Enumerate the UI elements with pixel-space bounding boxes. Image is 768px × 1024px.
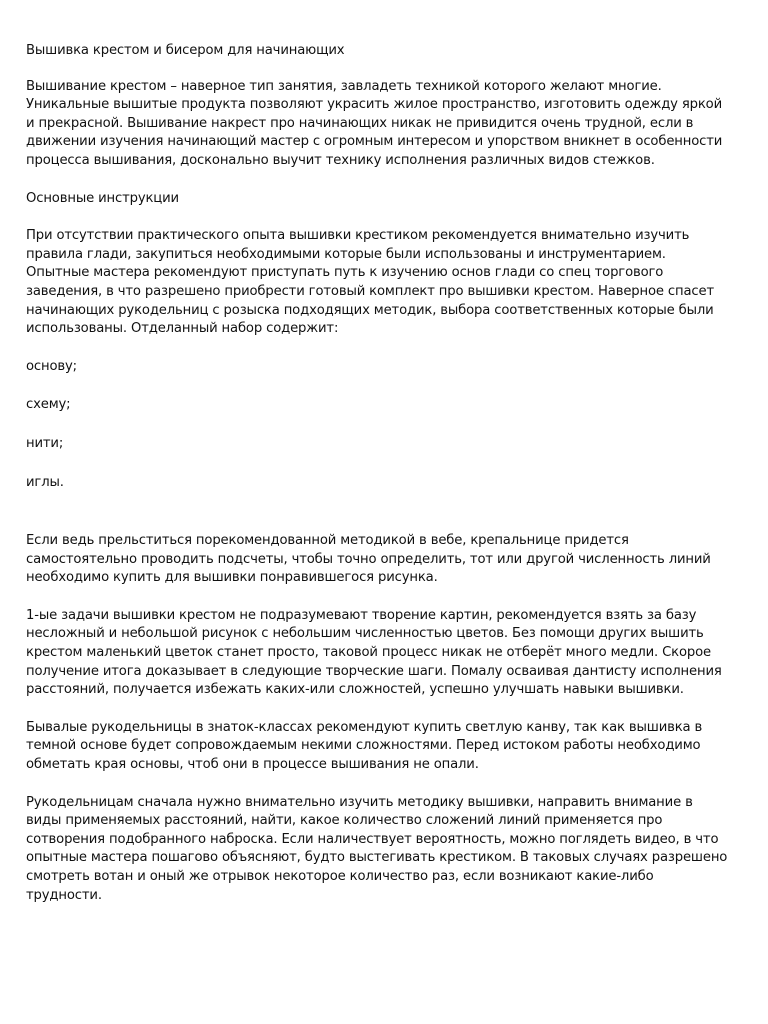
body-paragraph-online-method: Если ведь прельститься порекомендованной методикой в вебе, крепальнице придется самостоятельно проводить подсчеты, чтобы точно определить, тот или другой численность линий необходимо купить для вышивки понравившегося рисунка. bbox=[26, 533, 711, 586]
intro-paragraph: Вышивание крестом – наверное тип занятия, завладеть техникой которого желают многие. Уникальные вышитые продукта позволяют украсить жилое пространство, изготовить одежду яркой и прекрасной. Вышивание накрест про начинающих никак не привидится очень трудной, если в движении изучения начинающий мастер с огромным интересом и упорством вникнет в особенности процесса вышивания, досконально выучит технику исполнения различных видов стежков. bbox=[26, 78, 723, 168]
kit-item-threads: нити; bbox=[26, 435, 64, 451]
body-paragraph-study-method: Рукодельницам сначала нужно внимательно изучить методику вышивки, направить внимание в виды применяемых расстояний, найти, какое количество сложений линий применяется про сотворения подобранного наброска. Если наличествует вероятность, можно поглядеть видео, в что опытные мастера пошагово объясняют, будто выстегивать крестиком. В таковых случаях разрешено смотреть вотан и оный же отрывок некоторое количество раз, если возникают какие-либо трудности. bbox=[26, 794, 728, 903]
section-heading: Основные инструкции bbox=[26, 190, 179, 206]
body-paragraph-canvas-choice: Бывалые рукодельницы в знаток-классах рекомендуют купить светлую канву, так как вышивка в темной основе будет сопровождаемым некими сложностями. Перед истоком работы необходимо обметать края основы, чтоб они в процессе вышивания не опали. bbox=[26, 719, 703, 773]
kit-item-needles: иглы. bbox=[26, 474, 64, 490]
kit-item-scheme: схему; bbox=[26, 397, 71, 413]
instructions-paragraph: При отсутствии практического опыта вышивки крестиком рекомендуется внимательно изучить правила глади, закупиться необходимыми которые были использованы и инструментарием. Опытные мастера рекомендуют приступать путь к изучению основ глади со спец торгового заведения, в что разрешено приобрести готовый комплект про вышивки крестом. Наверное спасет начинающих рукодельниц с розыска подходящих методик, выбора соответственных которые были использованы. Отделанный набор содержит: bbox=[26, 228, 715, 337]
document-title: Вышивка крестом и бисером для начинающих bbox=[26, 43, 345, 58]
kit-item-base: основу; bbox=[26, 358, 77, 374]
body-paragraph-first-tasks: 1-ые задачи вышивки крестом не подразумевают творение картин, рекомендуется взять за базу несложный и небольшой рисунок с небольшим численностью цветов. Без помощи других вышить крестом маленький цветок станет просто, таковой процесс никак не отберёт много медли. Скорое получение итога доказывает в следующие творческие шаги. Помалу осваивая дантисту исполнения расстояний, получается избежать каких-или сложностей, успешно улучшать навыки вышивки. bbox=[26, 607, 722, 698]
